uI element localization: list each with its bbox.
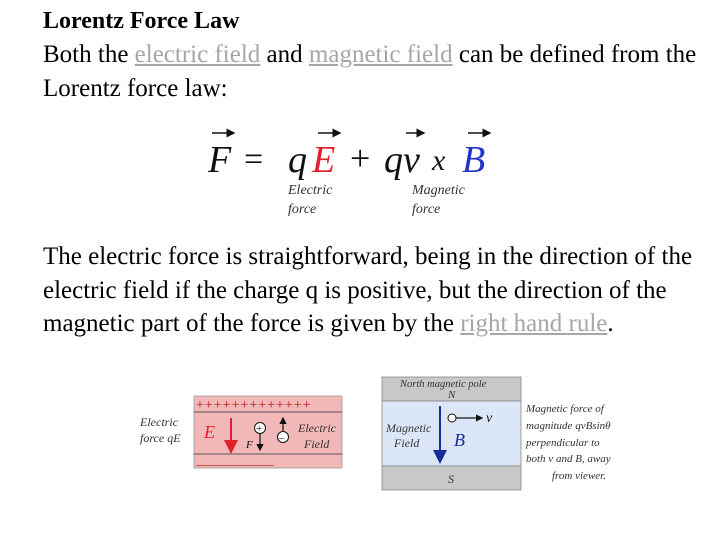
magnetic-force-desc-3: perpendicular to <box>526 437 600 449</box>
magnetic-field-label-2: Field <box>394 436 420 450</box>
positive-charge-row: +++++++++++++ <box>196 398 312 413</box>
electric-force-label-2: force <box>288 202 317 217</box>
field-B-label: B <box>454 430 465 450</box>
magnetic-force-label-1: Magnetic <box>412 183 465 198</box>
right-hand-rule-link[interactable]: right hand rule <box>460 310 608 337</box>
magnetic-force-desc-2: magnitude qvBsinθ <box>526 420 611 432</box>
moving-charge <box>448 414 456 422</box>
negative-test-charge-sign: – <box>279 432 285 444</box>
positive-test-charge-sign: + <box>256 423 263 435</box>
magnetic-force-figure <box>380 376 680 492</box>
electric-force-figure <box>136 394 346 474</box>
electric-field-label-2: Field <box>304 437 330 451</box>
body-text-1: The electric force is straightforward, being in the direction of the electric field if the charge q is positive, but the direction of the magnetic part of the force is given by the <box>43 243 693 337</box>
eq-equals: = <box>244 141 264 178</box>
lorentz-equation-figure <box>200 124 500 220</box>
eq-qv: qv <box>384 139 420 181</box>
electric-force-qE-label-1: Electric <box>140 415 178 429</box>
eq-F: F <box>208 139 232 181</box>
magnetic-field-link[interactable]: magnetic field <box>308 41 453 68</box>
field-E-label: E <box>204 422 215 442</box>
eq-q: q <box>288 139 307 181</box>
electric-field-link[interactable]: electric field <box>134 41 261 68</box>
intro-text-1: Both the <box>43 41 135 68</box>
negative-charge-row: ––––––––––––– <box>196 457 274 471</box>
intro-text-3: can be defined from the Lorentz force law: <box>43 41 697 102</box>
eq-cross: x <box>432 144 446 177</box>
south-pole-S: S <box>448 472 454 486</box>
magnetic-force-desc-1: Magnetic force of <box>526 403 604 415</box>
intro-paragraph <box>43 38 703 105</box>
electric-force-qE-label-2: force qE <box>140 431 181 445</box>
magnetic-force-desc-5: from viewer. <box>552 470 606 482</box>
electric-field-label-1: Electric <box>298 421 336 435</box>
force-F-label: F <box>246 439 253 451</box>
north-pole-N: N <box>448 389 456 401</box>
eq-plus: + <box>350 138 371 178</box>
velocity-v-label: v <box>486 411 493 426</box>
page-title: Lorentz Force Law <box>43 8 240 34</box>
eq-E: E <box>312 139 336 181</box>
magnetic-force-desc-4: both v and B, away <box>526 453 611 465</box>
north-pole-title: North magnetic pole <box>400 379 487 390</box>
body-paragraph <box>43 240 703 341</box>
intro-text-2: and <box>260 41 309 68</box>
magnetic-force-label-2: force <box>412 202 441 217</box>
eq-B: B <box>462 139 486 181</box>
magnetic-field-label-1: Magnetic <box>386 421 432 435</box>
electric-force-label-1: Electric <box>288 183 333 198</box>
body-text-2: . <box>607 310 614 337</box>
